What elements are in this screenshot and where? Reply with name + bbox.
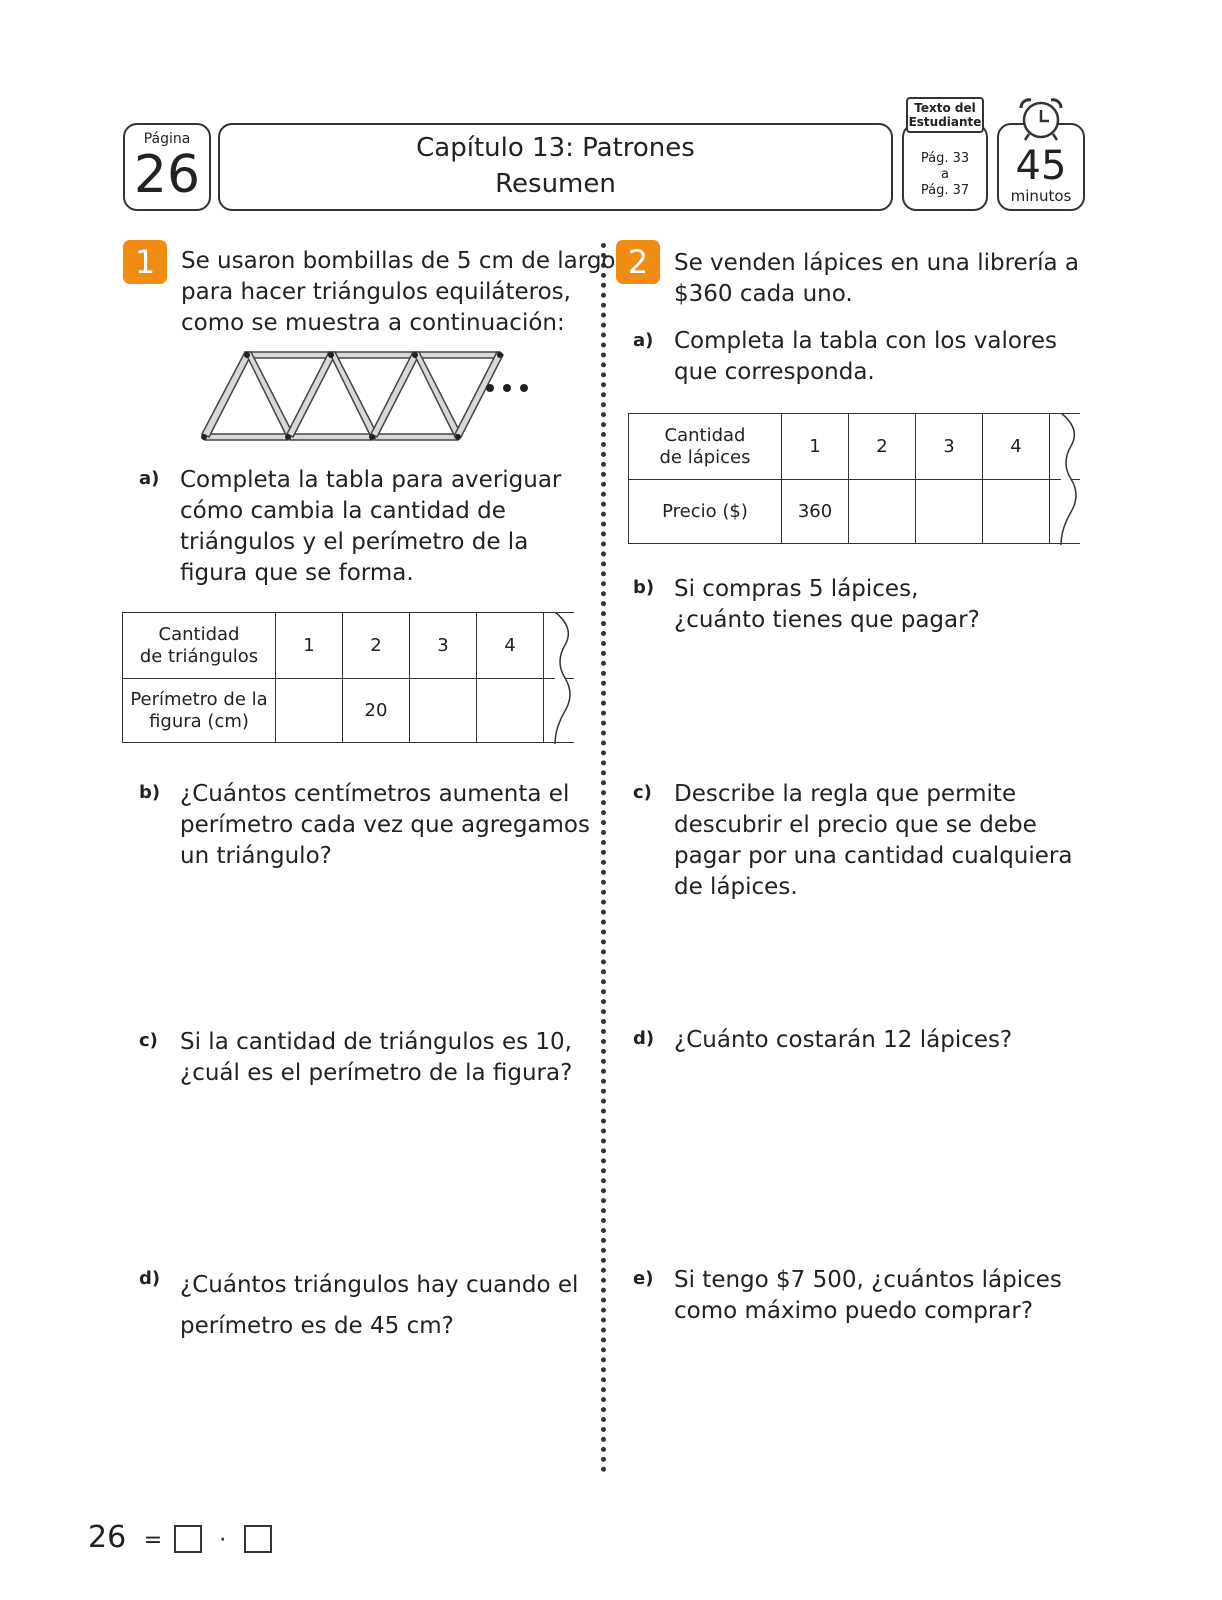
problem-2c-text (674, 779, 1072, 903)
text-line: que corresponda. (674, 359, 875, 385)
statement-line: para hacer triángulos equiláteros, (181, 279, 571, 305)
text-line: descubrir el precio que se debe (674, 812, 1037, 838)
table-cell: 4 (477, 613, 544, 679)
text-line: de lápices. (674, 874, 798, 900)
table-cell: 1 (276, 613, 343, 679)
answer-cell[interactable] (916, 480, 983, 544)
table-cell: 2 (849, 414, 916, 480)
problem-2a-text (674, 326, 1057, 388)
problem-1d-label: d) (139, 1268, 161, 1289)
table-cell: 3 (916, 414, 983, 480)
problem-1-statement (181, 246, 616, 339)
footer-number: 26 (88, 1520, 127, 1555)
table-torn-edge (1059, 413, 1085, 545)
text-line: Completa la tabla con los valores (674, 328, 1058, 354)
pencils-table (628, 413, 1080, 544)
book-icon (906, 97, 984, 133)
answer-cell[interactable] (983, 480, 1050, 544)
alarm-clock-icon (1015, 96, 1067, 142)
footer-dot: · (219, 1528, 227, 1553)
text-line: ¿cuál es el perímetro de la figura? (180, 1060, 573, 1086)
pages-a: a (941, 167, 949, 182)
text-line: ¿cuánto tienes que pagar? (674, 607, 980, 633)
text-line: como máximo puedo comprar? (674, 1298, 1034, 1324)
pages-from: Pág. 33 (920, 151, 970, 166)
table-cell: 1 (782, 414, 849, 480)
problem-1a-text (180, 465, 561, 589)
page-number: 26 (133, 145, 201, 205)
table-cell: 360 (782, 480, 849, 544)
problem-1b-text (180, 779, 590, 872)
problem-1b-label: b) (139, 782, 161, 803)
student-text-reference (902, 123, 988, 211)
chapter-title-box (218, 123, 893, 211)
statement-line: Se venden lápices en una librería a (674, 250, 1080, 276)
statement-line: Se usaron bombillas de 5 cm de largo (181, 248, 616, 274)
problem-2e-label: e) (633, 1268, 654, 1289)
table-torn-edge (553, 612, 579, 744)
blank-square (174, 1525, 202, 1553)
pages-to: Pág. 37 (920, 183, 970, 198)
page-label: Página (143, 131, 191, 147)
row-header: Cantidad de triángulos (123, 613, 276, 679)
answer-cell[interactable] (849, 480, 916, 544)
book-label-2: Estudiante (908, 115, 982, 129)
table-cell: 3 (410, 613, 477, 679)
statement-line: $360 cada uno. (674, 281, 853, 307)
problem-2b-text (674, 574, 980, 636)
text-line: Completa la tabla para averiguar (180, 467, 562, 493)
chapter-subtitle: Resumen (495, 169, 616, 199)
problem-1a-label: a) (139, 468, 160, 489)
footer-equals: = (143, 1528, 163, 1553)
row-header: Precio ($) (629, 480, 782, 544)
text-line: ¿Cuánto costarán 12 lápices? (674, 1027, 1013, 1053)
text-line: Si la cantidad de triángulos es 10, (180, 1029, 572, 1055)
matchstick-triangles-figure (200, 350, 540, 442)
time-unit: minutos (1010, 187, 1072, 205)
text-line: perímetro cada vez que agregamos (180, 812, 590, 838)
problem-1c-text (180, 1027, 572, 1089)
time-number: 45 (1015, 143, 1067, 189)
problem-2d-label: d) (633, 1028, 655, 1049)
text-line: ¿Cuántos centímetros aumenta el (180, 781, 570, 807)
text-line: cómo cambia la cantidad de (180, 498, 506, 524)
row-header: Perímetro de la figura (cm) (123, 679, 276, 743)
footer-page-equation (88, 1520, 272, 1555)
table-cell: 2 (343, 613, 410, 679)
text-line: pagar por una cantidad cualquiera (674, 843, 1073, 869)
answer-cell[interactable] (410, 679, 477, 743)
problem-2d-text (674, 1025, 1012, 1056)
chapter-title: Capítulo 13: Patrones (416, 133, 695, 163)
table-cell: 4 (983, 414, 1050, 480)
column-divider (601, 243, 606, 1473)
problem-2e-text (674, 1265, 1062, 1327)
book-label-1: Texto del (914, 101, 976, 115)
text-line: triángulos y el perímetro de la (180, 529, 529, 555)
problem-2c-label: c) (633, 782, 652, 803)
text-line: perímetro es de 45 cm? (180, 1313, 454, 1339)
text-line: Si tengo $7 500, ¿cuántos lápices (674, 1267, 1062, 1293)
text-line: ¿Cuántos triángulos hay cuando el (180, 1272, 579, 1298)
problem-1d-text (180, 1265, 578, 1347)
text-line: figura que se forma. (180, 560, 414, 586)
text-line: Describe la regla que permite (674, 781, 1017, 807)
page-number-box (123, 123, 211, 211)
problem-1-badge: 1 (123, 240, 167, 284)
ellipsis-icon (484, 382, 532, 394)
text-line: Si compras 5 lápices, (674, 576, 919, 602)
problem-2a-label: a) (633, 330, 654, 351)
answer-cell[interactable] (477, 679, 544, 743)
problem-2-statement (674, 248, 1079, 310)
blank-square (244, 1525, 272, 1553)
problem-1c-label: c) (139, 1030, 158, 1051)
problem-2-badge: 2 (616, 240, 660, 284)
row-header: Cantidad de lápices (629, 414, 782, 480)
triangles-table (122, 612, 574, 743)
problem-2b-label: b) (633, 577, 655, 598)
table-cell: 20 (343, 679, 410, 743)
text-line: un triángulo? (180, 843, 332, 869)
answer-cell[interactable] (276, 679, 343, 743)
statement-line: como se muestra a continuación: (181, 310, 565, 336)
